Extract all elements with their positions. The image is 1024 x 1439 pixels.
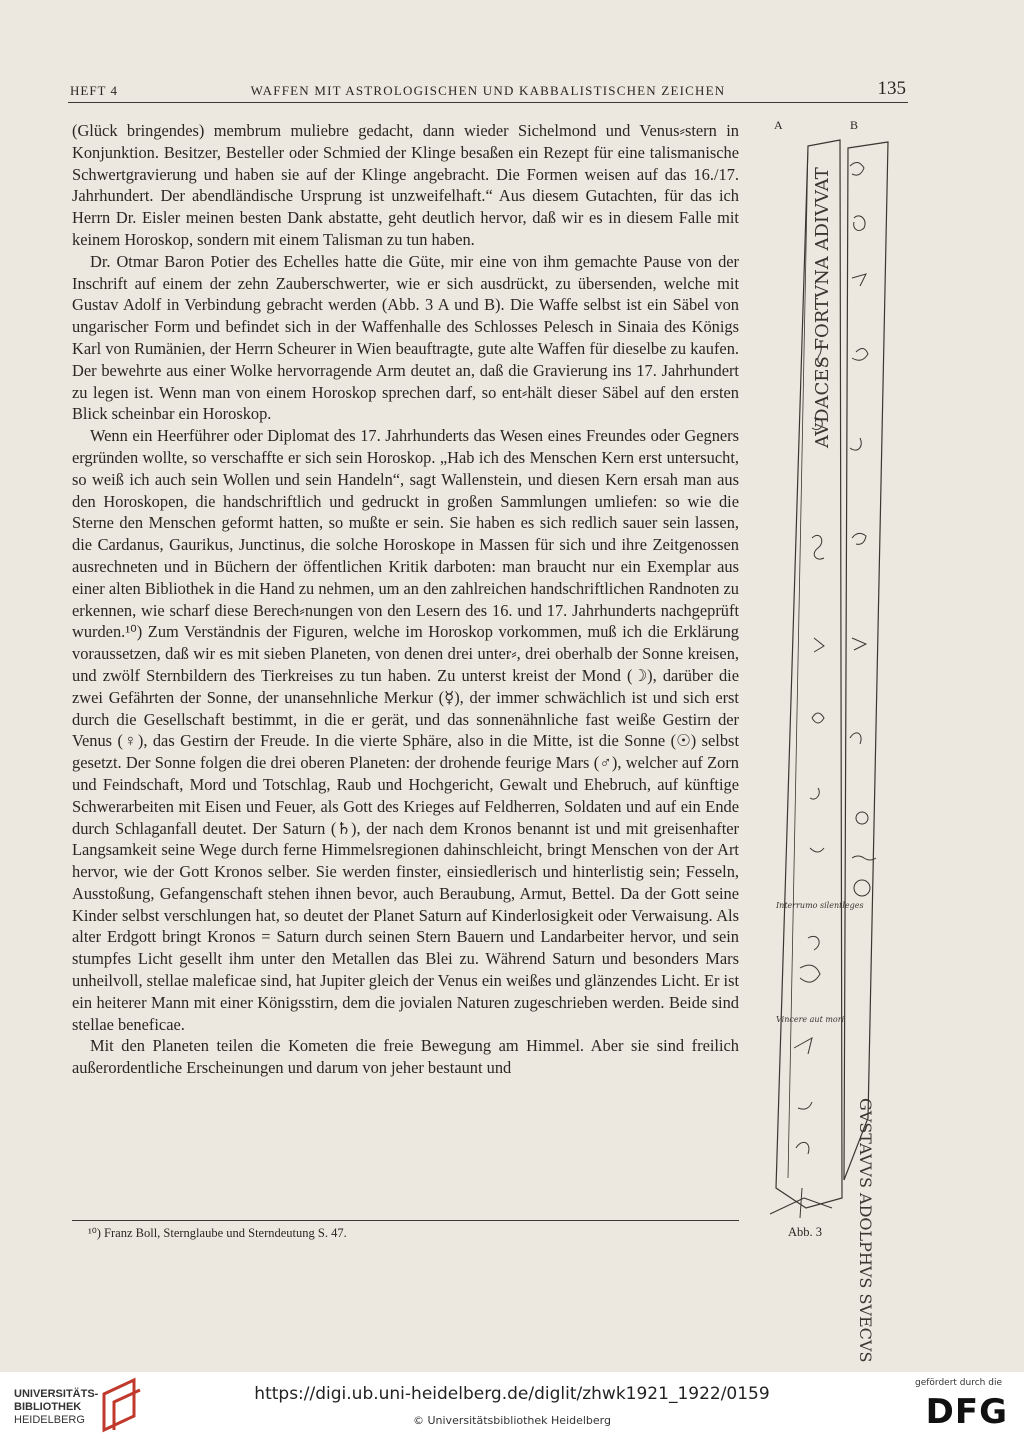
figure-label-b: B [850,118,859,132]
funding-label: gefördert durch die [915,1378,1002,1388]
dfg-logo[interactable]: DFG [925,1392,1008,1432]
issue-label: HEFT 4 [70,83,119,98]
footnote-rule [72,1220,739,1221]
library-name-line2: BIBLIOTHEK [14,1401,82,1413]
blade-note-2: Vincere aut mori [776,1015,845,1024]
paragraph: Dr. Otmar Baron Potier des Echelles hatte die Güte, mir eine von ihm gemachte Pause von der Inschrift auf einem der zehn Zauberschwerter, wie er sich ausdrückt, zu übersenden, welche mit Gustav Adolf in Verbindung gebracht werden (Abb. 3 A und B). Die Waffe selbst ist ein Säbel von ungarischer Form und befindet sich in der Waffenhalle des Schlosses Pelesch in Sinaia des Königs Karl von Rumänien, der Herrn Scheurer in Wien beauftragte, gute alte Waffen für dieselbe zu kaufen. Der bewehrte aus einer Wolke hervorragende Arm deutet an, daß die Gravierung ins 17. Jahrhundert zu legen ist. Wenn man von einem Horoskop sprechen darf, so ent⸗hält dieser Säbel auf den ersten Blick scheinbar ein Horoskop. [72,251,739,424]
library-name-line1: UNIVERSITÄTS- [14,1388,99,1400]
library-name-line3: HEIDELBERG [14,1414,85,1426]
paragraph: (Glück bringendes) membrum muliebre gedacht, dann wieder Sichelmond und Venus⸗stern in Konjunktion. Besitzer, Besteller oder Schmied der Klinge besaßen ein Rezept für eine talismanische Schwertgravierung und haben sie auf der Klinge angebracht. Die Formen weisen auf das 16./17. Jahrhundert. Der abendländische Ursprung ist unzweifelhaft.“ Aus diesem Gutachten, für das ich Herrn Dr. Eisler meinen besten Dank abstatte, geht deutlich hervor, daß wir es in diesem Falle mit keinem Horoskop, sondern mit einem Talisman zu tun haben. [72,121,739,249]
viewer-footer [0,1372,1024,1439]
copyright-notice: © Universitätsbibliothek Heidelberg [412,1414,611,1427]
page-number: 135 [877,78,906,99]
inscription-a: AVDACES FORTVNA ADIVVAT [812,167,833,448]
inscription-b: GVSTAVVS ADOLPHVS SVECVS [856,1098,875,1363]
blade-note-1: Interrumo silentleges [776,901,864,910]
body-text [72,120,739,1079]
header-rule [68,102,908,103]
running-title: WAFFEN MIT ASTROLOGISCHEN UND KABBALISTISCHEN ZEICHEN [250,83,726,98]
footnote: ¹⁰) Franz Boll, Sternglaube und Sterndeutung S. 47. [88,1226,347,1240]
figure-caption: Abb. 3 [788,1225,823,1239]
paragraph: Mit den Planeten teilen die Kometen die freie Bewegung am Himmel. Aber sie sind freilich außerordentliche Erscheinungen und darum von jeher bestaunt und [72,1036,739,1078]
figure-label-a: A [774,118,783,132]
paragraph: Wenn ein Heerführer oder Diplomat des 17. Jahrhunderts das Wesen eines Freundes oder Gegners ergründen wollte, so verschaffte er sich sein Horoskop. „Hab ich des Menschen Kern erst untersucht, so weiß ich auch sein Wollen und sein Handeln“, sagt Wallenstein, und diesen Kern ersah man aus den Horoskopen, die handschriftlich und gedruckt in großen Sammlungen umliefen: so wie die Sterne den Menschen geformt hatten, so mußte er sein. Sie haben es sich redlich sauer sein lassen, die Cardanus, Gaurikus, Junctinus, die solche Horoskope in Massen für sich und ihre Zeitgenossen ausrechneten und in Büchern der öffentlichen Kritik darboten: man braucht nur ein Exemplar aus einer alten Bibliothek in die Hand zu nehmen, um an den zahlreichen handschriftlichen Randnoten zu erkennen, wie scharf diese Berech⸗nungen von den Lesern des 16. und 17. Jahrhunderts nachgeprüft wurden.¹⁰) Zum Verständnis der Figuren, welche im Horoskop vorkommen, muß ich die Erklärung voraussetzen, daß wir es mit sieben Planeten, von denen drei unter⸗, drei oberhalb der Sonne kreisen, und zwölf Sternbildern des Tierkreises zu tun haben. Zu unterst kreist der Mond (☽), darüber die zwei Gefährten der Sonne, der unansehnliche Merkur (☿), der immer schwächlich ist und sich erst durch die Gesellschaft bestimmt, in die er gerät, und das sonnenähnliche fast weiße Gestirn der Venus (♀), das Gestirn der Freude. In die vierte Sphäre, also in die Mitte, ist die Sonne (☉) selbst gesetzt. Der Sonne folgen die drei oberen Planeten: der drohende feurige Mars (♂), welcher auf Zorn und Feindschaft, Mord und Totschlag, Raub und Hochgericht, Gewalt und Ehebruch, auf künftige Schwerarbeiten mit Eisen und Feuer, als Gott des Krieges auf Feldherren, Soldaten und auf ein Ende durch Schlaganfall deutet. Der Saturn (♄), der nach dem Kronos benannt ist und mit greisenhafter Langsamkeit seine Wege durch ferne Himmelsregionen dahinschleicht, bringt Menschen von der Art hervor, wie der Gott Kronos selber. Sie werden finster, einsiedlerisch und hinterlistig sein; Fesseln, Ausstoßung, Gefangenschaft stehen ihnen bevor, auch Beraubung, Armut, Bettel. Da der Gott seine Kinder selbst verschlungen hat, so deutet der Planet Saturn auf Kinderlosigkeit oder Verwaisung. Als alter Erdgott bringt Kronos = Saturn durch seinen Stern Bauern und Landarbeiter hervor, und sein stumpfes Licht gesellt ihm unter den Metallen das Blei zu. Während Saturn und besonders Mars unheilvoll, stellae maleficae sind, hat Jupiter gleich der Venus ein weißes und glänzendes Licht. Er ist ein heiterer Mann mit einer Königsstirn, dem die jovialen Naturen zugeschrieben werden. Beide sind stellae beneficae. [72,426,739,1034]
running-head [70,80,906,102]
permalink-url[interactable]: https://digi.ub.uni-heidelberg.de/diglit/zhwk1921_1922/0159 [254,1384,770,1404]
